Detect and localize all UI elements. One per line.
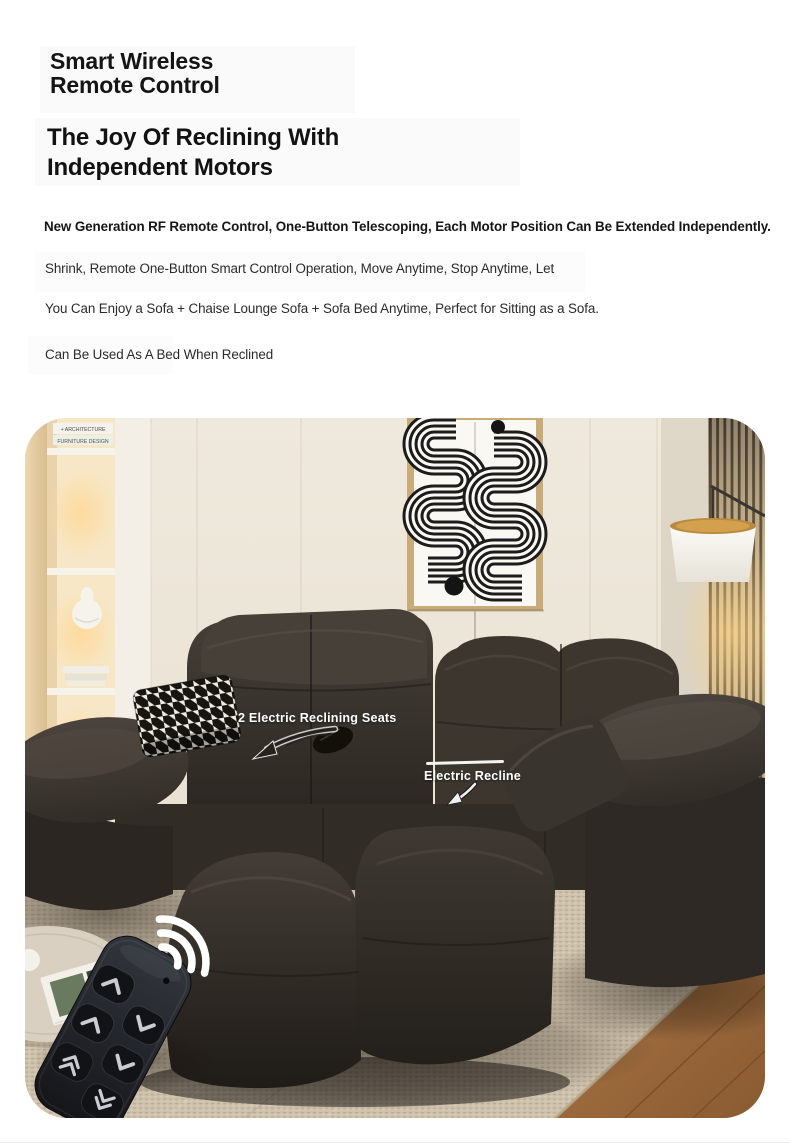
art-dot-bottom [445,577,464,596]
art-dot-top [491,420,505,434]
description-line-3: You Can Enjoy a Sofa + Chaise Lounge Sofa + Sofa Bed Anytime, Perfect for Sitting as a Sofa. [45,301,599,316]
title-line-2: Remote Control [50,72,220,98]
lamp-shade [670,526,756,582]
book-stack [53,423,113,445]
subtitle-line-1: The Joy Of Reclining With [47,124,340,151]
page-subtitle [47,123,339,182]
divider [0,1142,790,1143]
description-line-2: Shrink, Remote One-Button Smart Control Operation, Move Anytime, Stop Anytime, Let [45,261,555,276]
scribble-arrow-icon [243,723,343,767]
book-spine-text: FURNITURE DESIGN [57,439,109,445]
book-spine-text: + ARCHITECTURE [60,427,106,433]
title-line-1: Smart Wireless [50,48,214,74]
description-line-4: Can Be Used As A Bed When Reclined [45,347,274,362]
label-reclining-seats: 2 Electric Reclining Seats [238,711,397,725]
small-books [63,666,109,686]
living-room-scene [25,418,765,1118]
subtitle-line-2: Independent Motors [47,153,273,181]
product-photo [25,418,765,1118]
description-line-1: New Generation RF Remote Control, One-Button Telescoping, Each Motor Position Can Be Extended Independently. [44,219,771,234]
label-electric-recline: Electric Recline [424,769,522,783]
small-arrow-icon [445,781,479,808]
page-title [50,49,220,97]
